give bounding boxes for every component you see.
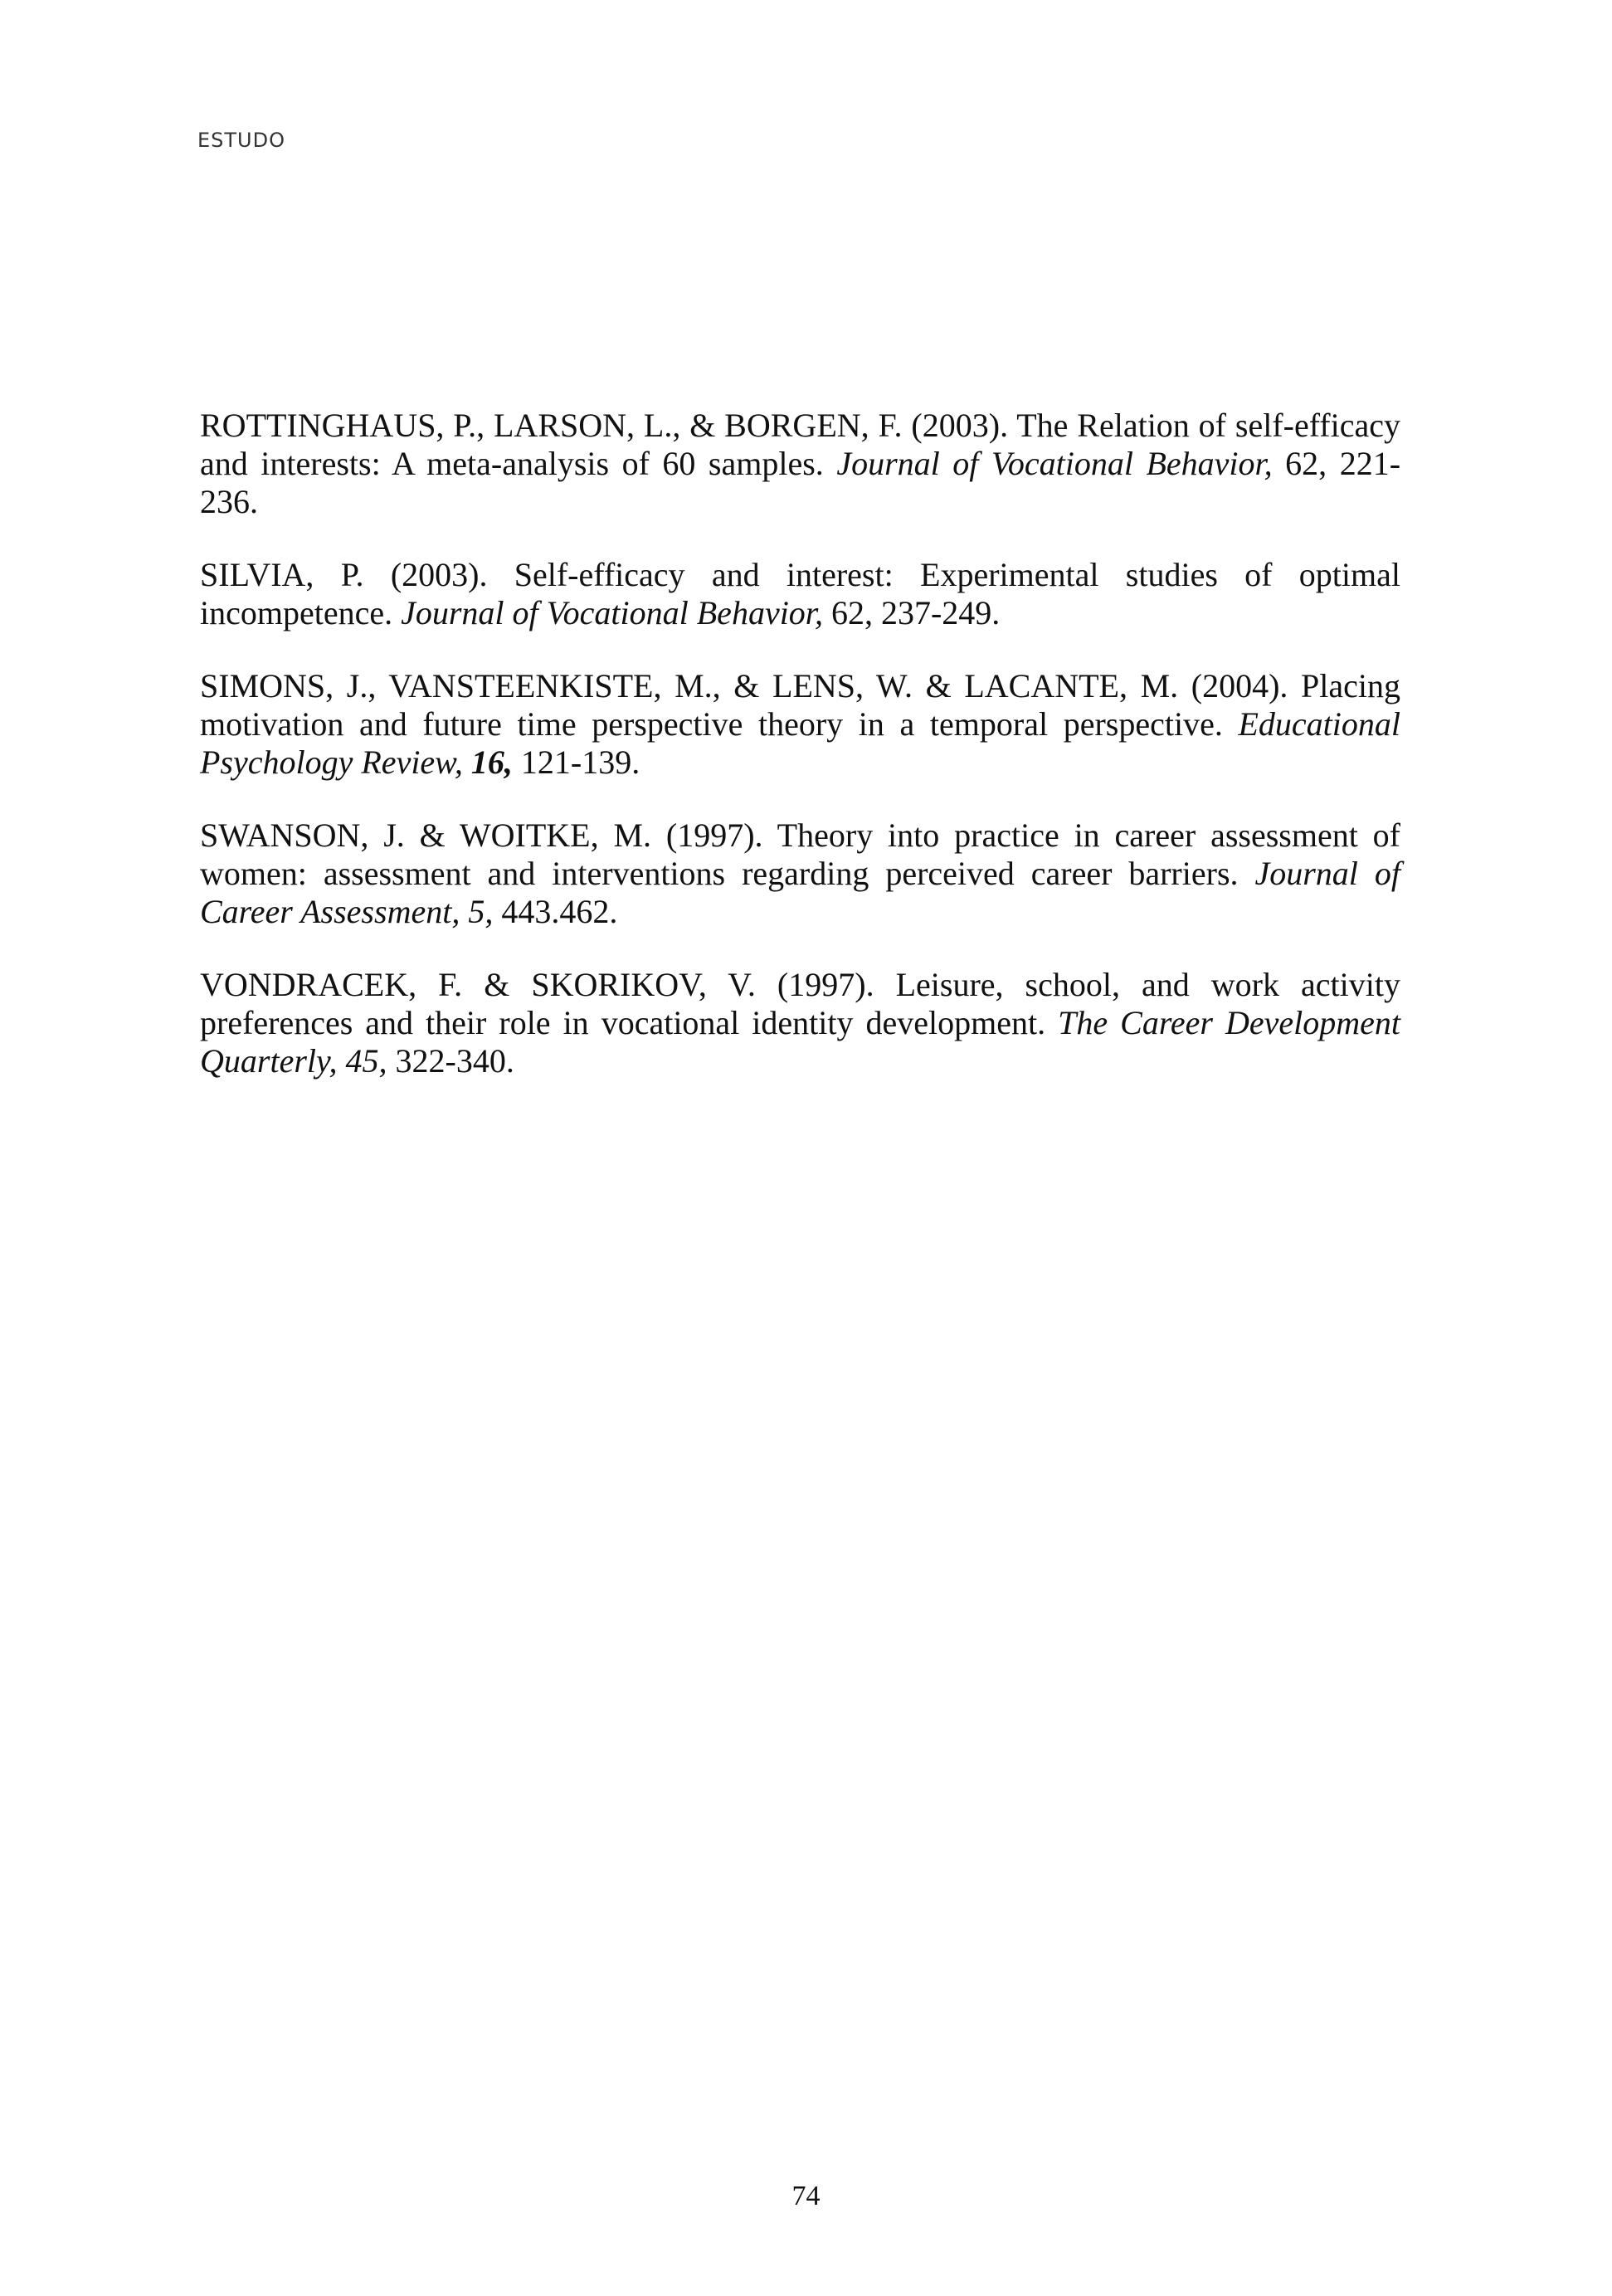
reference-authors-title: SILVIA, P. (2003). Self-efficacy and interest: Experimental studies of optimal incompetence. bbox=[200, 556, 1400, 631]
reference-journal: Journal of Vocational Behavior, bbox=[401, 594, 823, 631]
reference-entry bbox=[200, 966, 1400, 1080]
reference-authors-title: ROTTINGHAUS, P., LARSON, L., & BORGEN, F. (2003). The Relation of self-efficacy and interests: A meta-analysis of 60 samples. bbox=[200, 407, 1400, 482]
reference-pages: 443.462. bbox=[493, 893, 618, 930]
reference-list bbox=[200, 407, 1400, 1115]
reference-pages: 121-139. bbox=[512, 743, 640, 781]
reference-journal: Journal of Vocational Behavior, bbox=[836, 445, 1273, 482]
reference-entry bbox=[200, 556, 1400, 632]
reference-authors-title: SIMONS, J., VANSTEENKISTE, M., & LENS, W. & LACANTE, M. (2004). Placing motivation and future time perspective theory in a temporal perspective. bbox=[200, 667, 1400, 743]
reference-volume: 16, bbox=[470, 743, 513, 781]
running-head: ESTUDO bbox=[197, 129, 285, 152]
reference-journal: The Career Development Quarterly, bbox=[200, 1004, 1400, 1080]
reference-pages: 62, 237-249. bbox=[822, 594, 1001, 631]
reference-pages: 62, 221-236. bbox=[200, 445, 1401, 520]
reference-pages: 322-340. bbox=[387, 1042, 514, 1080]
reference-authors-title: VONDRACEK, F. & SKORIKOV, V. (1997). Leisure, school, and work activity preferences and their role in vocational identity development. bbox=[200, 966, 1400, 1041]
reference-volume: 5, bbox=[468, 893, 494, 930]
reference-journal: Journal of Career Assessment, bbox=[200, 855, 1400, 930]
reference-entry bbox=[200, 667, 1400, 782]
reference-journal: Educational Psychology Review, bbox=[200, 705, 1400, 781]
reference-authors-title: SWANSON, J. & WOITKE, M. (1997). Theory into practice in career assessment of women: assessment and interventions regarding perceived career barriers. bbox=[200, 817, 1400, 892]
reference-entry bbox=[200, 817, 1400, 931]
reference-entry bbox=[200, 407, 1400, 521]
reference-volume: 45, bbox=[345, 1042, 387, 1080]
page-number: 74 bbox=[791, 2181, 821, 2211]
